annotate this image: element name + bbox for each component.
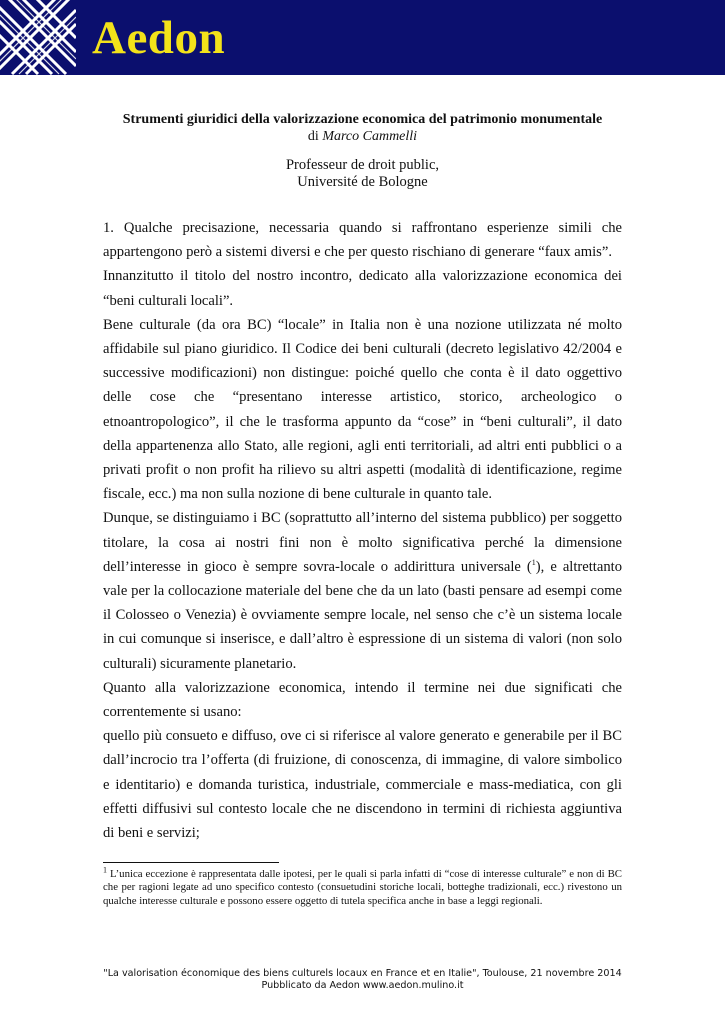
affiliation-line-2: Université de Bologne — [297, 174, 428, 190]
footnote-reference[interactable]: 1 — [531, 557, 536, 567]
footer-publisher-line: Pubblicato da Aedon www.aedon.mulino.it — [261, 980, 464, 991]
paragraph-3: Bene culturale (da ora BC) “locale” in Italia non è una nozione utilizzata né molto affidabile sul piano giuridico. Il Codice dei beni culturali (decreto legislativo 42/2004 e successive modificazioni) non distingue: poiché quello che conta è il dato oggettivo delle cose che “presentano interesse artistico, storico, archeologico o etnoantropologico”, il che le trasforma appunto da “cose” in “beni culturali”, il dato della appartenenza allo Stato, alle regioni, agli enti territoriali, ad altri enti pubblici o a privati profit o non profit ha rilievo su altri aspetti (modalità di identificazione, regime fiscale, ecc.) ma non sulla nozione di bene culturale in quanto tale. — [103, 316, 622, 503]
byline — [0, 128, 725, 145]
paragraph-4-text-a: Dunque, se distinguiamo i BC (soprattutto all’interno del sistema pubblico) per soggetto titolare, la cosa ai nostri fini non è molto significativa perché la dimensione dell’interesse in gioco è sempre sovra-locale o addirittura universale ( — [103, 510, 622, 575]
paragraph-4 — [103, 506, 622, 675]
author-name: Marco Cammelli — [322, 129, 418, 144]
page-footer — [0, 968, 725, 992]
paragraph-2: Innanzitutto il titolo del nostro incontro, dedicato alla valorizzazione economica dei “beni culturali locali”. — [103, 268, 622, 309]
page-header — [0, 0, 725, 75]
footnote-text: L’unica eccezione è rappresentata dalle ipotesi, per le quali si parla infatti di “cose di interesse culturale” e non di BC che per ragioni legate ad uno specifico contesto (consuetudini storiche locali, botteghe tradizionali, ecc.) rivestono un qualche interesse culturale e possono essere oggetto di tutela specifica anche in base a leggi regionali. — [103, 868, 622, 907]
byline-prefix: di — [307, 129, 319, 144]
paragraph-1: 1. Qualche precisazione, necessaria quando si raffrontano esperienze simili che appartengono però a sistemi diversi e che per questo rischiano di generare “faux amis”. — [103, 220, 622, 261]
footnote — [103, 865, 622, 908]
aedon-crossed-lines-logo-icon — [0, 0, 76, 75]
footnote-number: 1 — [103, 865, 107, 875]
paragraph-4-text-b: ), e altrettanto vale per la collocazione materiale del bene che da un lato (basti pensare ad esempi come il Colosseo o Venezia) è ovviamente sempre locale, nel senso che c’è un sistema locale in cui comunque si inserisce, e dall’altro è espressione di un sistema di valori (non solo culturali) sicuramente planetario. — [103, 558, 622, 672]
paragraph-5: Quanto alla valorizzazione economica, intendo il termine nei due significati che correntemente si usano: — [103, 679, 622, 721]
footer-event-line: "La valorisation économique des biens culturels locaux en France et en Italie", Toulouse, 21 novembre 2014 — [103, 968, 622, 979]
article-heading — [0, 112, 725, 191]
footnote-divider — [103, 862, 279, 863]
article-body — [103, 216, 622, 845]
brand-name: Aedon — [92, 12, 226, 64]
author-affiliation — [0, 157, 725, 191]
article-title: Strumenti giuridici della valorizzazione economica del patrimonio monumentale — [122, 112, 603, 127]
affiliation-line-1: Professeur de droit public, — [285, 157, 440, 173]
paragraph-6: quello più consueto e diffuso, ove ci si riferisce al valore generato e generabile per il BC dall’incrocio tra l’offerta (di fruizione, di conoscenza, di immagine, di valore simbolico e identitario) e domanda turistica, industriale, commerciale e mass-mediatica, con gli effetti diffusivi sul contesto locale che ne discendono in termini di richiesta aggiuntiva di beni e servizi; — [103, 728, 622, 842]
